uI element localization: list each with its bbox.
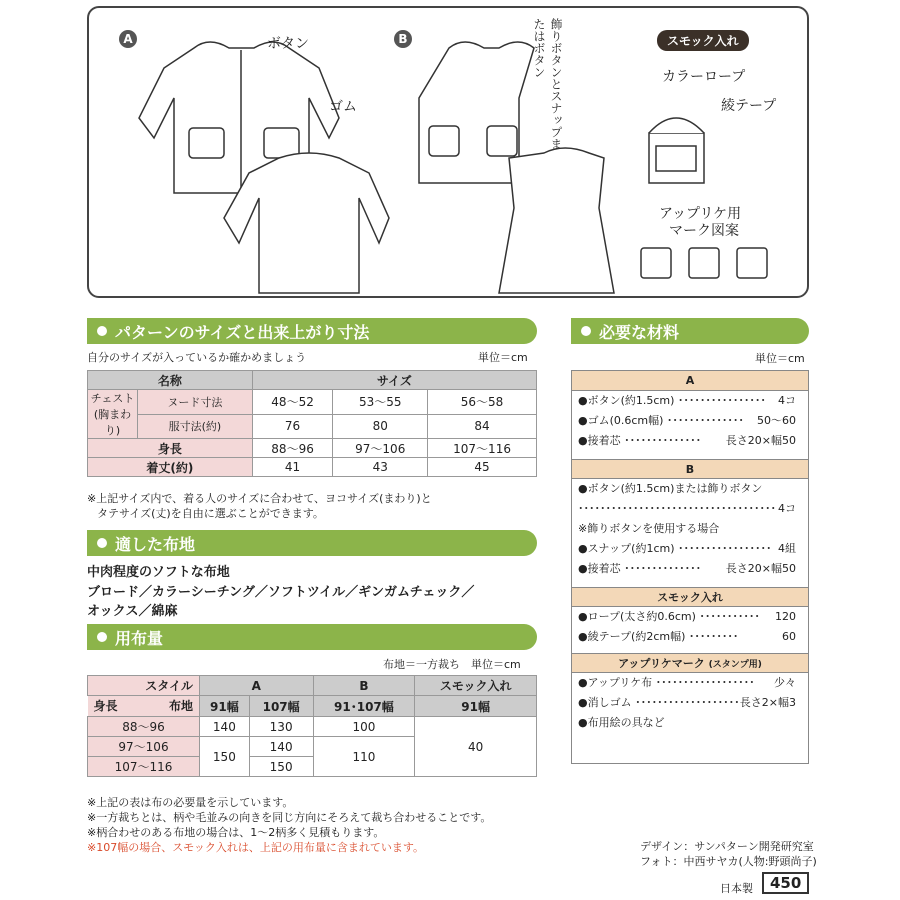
fuku-val: 80 (333, 414, 428, 439)
usage-unit: 布地＝一方裁ち 単位＝cm (383, 658, 521, 671)
length-val: 41 (252, 458, 333, 477)
mat-bag-item: ●ロープ(太さ約0.6cm) ･･･････････ 120 (578, 610, 796, 623)
size-footnote-1: ※上記サイズ内で、着る人のサイズに合わせて、ヨコサイズ(まわり)と (87, 492, 432, 505)
height-val: 107〜116 (428, 439, 537, 458)
mat-a-item: ●接着芯 ･･････････････ 長さ20×幅50 (578, 434, 796, 447)
a107-val: 140 (249, 737, 313, 757)
mat-bag-header: スモック入れ (572, 587, 808, 607)
length-val: 43 (333, 458, 428, 477)
w91: 91幅 (200, 696, 250, 717)
length-label: 着丈(約) (88, 458, 253, 477)
mat-b-header: B (572, 459, 808, 479)
fuku-label: 服寸法(約) (138, 414, 253, 439)
smock-illustrations (89, 8, 807, 296)
mat-app-item: ●アップリケ布 ･･････････････････ 少々 (578, 676, 796, 689)
usage-section-header (87, 624, 537, 650)
made-in: 日本製 (720, 882, 753, 895)
usage-note-1: ※上記の表は布の必要量を示しています。 (87, 796, 294, 809)
b-note: 飾りボタンとスナップまたはボタン (532, 18, 563, 150)
style-label: スタイル (88, 676, 200, 696)
bag-val: 40 (415, 717, 537, 777)
label-a: A (119, 30, 137, 48)
collar-rope-label: カラーロープ (662, 69, 746, 85)
a91-val: 140 (200, 717, 250, 737)
col-bag: スモック入れ (415, 676, 537, 696)
mat-b-line1: ●ボタン(約1.5cm)または飾りボタン (578, 482, 763, 495)
fabric-line-1: ブロード／カラーシーチング／ソフトツイル／ギンガムチェック／ (87, 585, 475, 600)
size-note: 自分のサイズが入っているか確かめましょう (87, 351, 307, 364)
mat-b-item: ●スナップ(約1cm) ･････････････････ 4組 (578, 542, 796, 555)
height-val: 97〜106 (333, 439, 428, 458)
credit-design: デザイン：サンパターン開発研究室 (640, 840, 814, 853)
a91-val: 150 (200, 737, 250, 777)
size-footnote-2: タテサイズ(丈)を自由に選ぶことができます。 (97, 507, 324, 520)
size-section-title: パターンのサイズと出来上がり寸法 (115, 322, 370, 342)
mat-a-item: ●ゴム(0.6cm幅) ･･････････････ 50〜60 (578, 414, 796, 427)
b-val: 110 (313, 737, 415, 777)
aya-tape-label: 綾テープ (721, 98, 777, 114)
mat-bag-item: ●綾テープ(約2cm幅) ･････････ 60 (578, 630, 796, 643)
usage-section-title: 用布量 (115, 628, 164, 648)
size-unit: 単位＝cm (478, 351, 528, 364)
illustration-panel (87, 6, 809, 298)
gomu-label: ゴム (329, 99, 357, 115)
mat-b-item: ●接着芯 ･･････････････ 長さ20×幅50 (578, 562, 796, 575)
materials-unit: 単位＝cm (755, 352, 805, 365)
col-size: サイズ (252, 371, 536, 390)
materials-section-header (571, 318, 809, 344)
mat-b-line2: ････････････････････････････････････ 4コ (578, 502, 796, 515)
button-label: ボタン (267, 36, 309, 52)
applique-label-1: アップリケ用 (659, 206, 742, 222)
usage-row-height: 88〜96 (88, 717, 200, 737)
w91-107: 91･107幅 (313, 696, 415, 717)
usage-row-height: 97〜106 (88, 737, 200, 757)
w107: 107幅 (249, 696, 313, 717)
nude-label: ヌード寸法 (138, 390, 253, 415)
usage-note-2: ※一方裁ちとは、柄や毛並みの向きを同じ方向にそろえて裁ち合わせることです。 (87, 811, 492, 824)
fuku-val: 76 (252, 414, 333, 439)
size-table (87, 370, 537, 477)
mat-app-item: ●布用絵の具など (578, 716, 665, 729)
credit-photo: フォト：中西サヤカ(人物:野頭尚子) (640, 855, 817, 868)
usage-table (87, 675, 537, 777)
nude-val: 56〜58 (428, 390, 537, 415)
label-b: B (394, 30, 412, 48)
mat-a-item: ●ボタン(約1.5cm) ････････････････ 4コ (578, 394, 796, 407)
smock-bag-label: スモック入れ (657, 30, 749, 51)
col-a: A (200, 676, 314, 696)
size-section-header (87, 318, 537, 344)
materials-panel (571, 370, 809, 764)
nude-val: 53〜55 (333, 390, 428, 415)
height-val: 88〜96 (252, 439, 333, 458)
w91-bag: 91幅 (415, 696, 537, 717)
b-val: 100 (313, 717, 415, 737)
length-val: 45 (428, 458, 537, 477)
a107-val: 130 (249, 717, 313, 737)
chest-label: チェスト (胸まわり) (88, 390, 138, 439)
pattern-number: 450 (762, 872, 809, 894)
col-b: B (313, 676, 415, 696)
height-label: 身長 (88, 439, 253, 458)
mat-a-header: A (572, 371, 808, 391)
materials-title: 必要な材料 (599, 322, 680, 342)
fuku-val: 84 (428, 414, 537, 439)
fabric-section-title: 適した布地 (115, 534, 196, 554)
nude-val: 48〜52 (252, 390, 333, 415)
usage-note-3: ※柄合わせのある布地の場合は、1〜2柄多く見積もります。 (87, 826, 385, 839)
a107-val: 150 (249, 757, 313, 777)
mat-app-header: アップリケマーク (スタンプ用) (572, 653, 808, 673)
col-name: 名称 (88, 371, 253, 390)
height-fabric-label: 身長 布地 (88, 696, 200, 716)
fabric-subtitle: 中肉程度のソフトな布地 (87, 565, 230, 580)
fabric-section-header (87, 530, 537, 556)
usage-row-height: 107〜116 (88, 757, 200, 777)
mat-b-note: ※飾りボタンを使用する場合 (578, 522, 720, 535)
usage-red-note: ※107幅の場合、スモック入れは、上記の用布量に含まれています。 (87, 841, 425, 854)
fabric-line-2: オックス／綿麻 (87, 604, 178, 619)
applique-label-2: マーク図案 (669, 223, 739, 239)
mat-app-item: ●消しゴム ･･･････････････････ 長さ2×幅3 (578, 696, 796, 709)
